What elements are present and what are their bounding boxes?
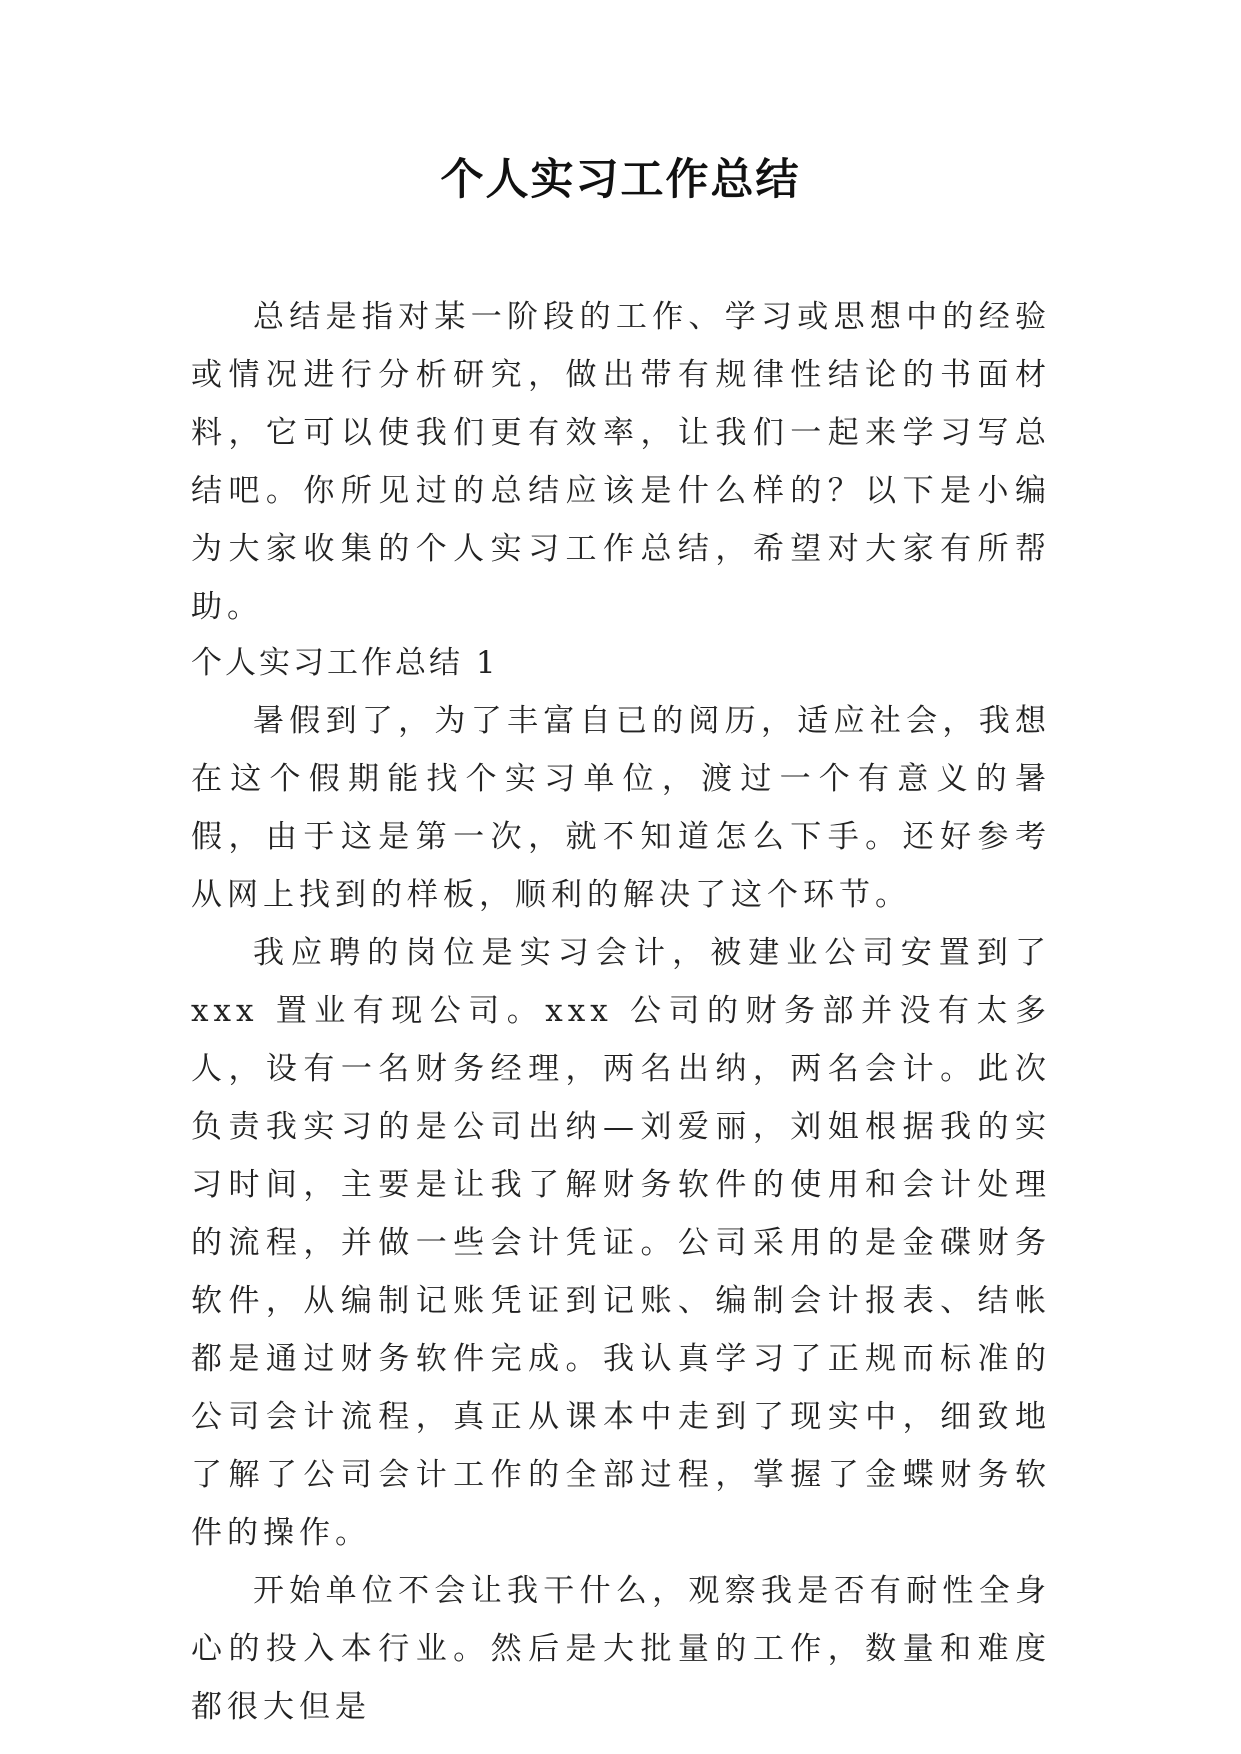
section-heading: 个人实习工作总结 1 [191, 645, 499, 681]
body-paragraph: 开始单位不会让我干什么，观察我是否有耐性全身心的投入本行业。然后是大批量的工作，数量和难度都很大但是 [191, 1573, 1051, 1725]
body-paragraph: 暑假到了，为了丰富自已的阅历，适应社会，我想在这个假期能找个实习单位，渡过一个有意义的暑假，由于这是第一次，就不知道怎么下手。还好参考从网上找到的样板，顺利的解决了这个环节。 [191, 703, 1051, 913]
intro-block [191, 288, 1051, 636]
document-title: 个人实习工作总结 [440, 155, 801, 205]
intro-paragraph: 总结是指对某一阶段的工作、学习或思想中的经验或情况进行分析研究，做出带有规律性结论的书面材料，它可以使我们更有效率，让我们一起来学习写总结吧。你所见过的总结应该是什么样的？以下是小编为大家收集的个人实习工作总结，希望对大家有所帮助。 [191, 299, 1051, 625]
body-paragraph: 我应聘的岗位是实习会计，被建业公司安置到了 xxx 置业有现公司。xxx 公司的财务部并没有太多人，设有一名财务经理，两名出纳，两名会计。此次负责我实习的是公司出纳—刘爱丽，刘姐根据我的实习时间，主要是让我了解财务软件的使用和会计处理的流程，并做一些会计凭证。公司采用的是金碟财务软件，从编制记账凭证到记账、编制会计报表、结帐都是通过财务软件完成。我认真学习了正规而标准的公司会计流程，真正从课本中走到了现实中，细致地了解了公司会计工作的全部过程，掌握了金蝶财务软件的操作。 [191, 935, 1051, 1551]
section-1 [191, 634, 1051, 1736]
